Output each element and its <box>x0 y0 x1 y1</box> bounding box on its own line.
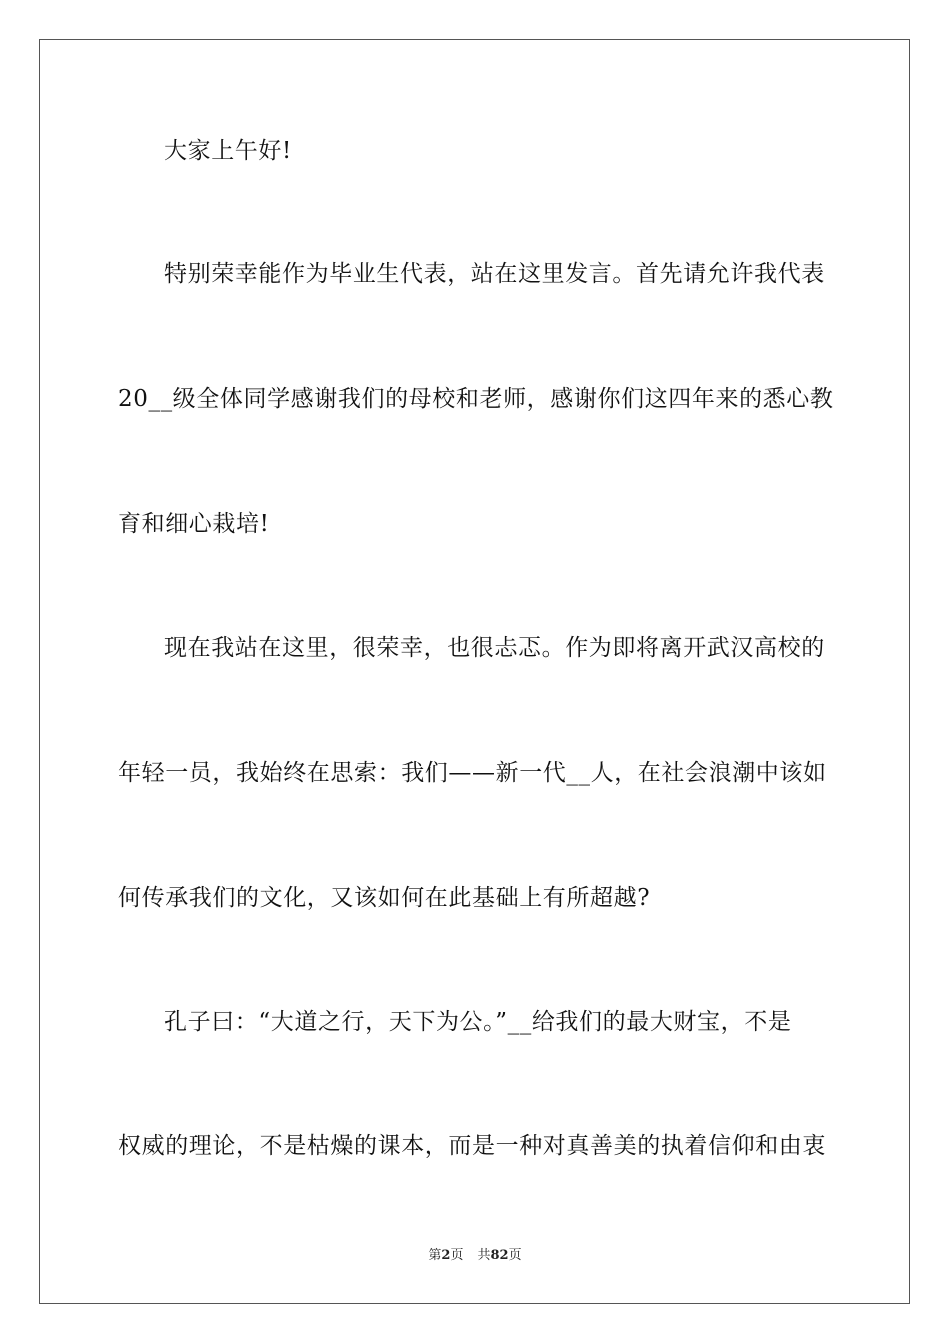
page-prefix: 第 <box>428 1248 442 1263</box>
paragraph-line: 权威的理论，不是枯燥的课本，而是一种对真善美的执着信仰和由衷 <box>118 1133 826 1159</box>
paragraph-line: 大家上午好! <box>164 138 292 164</box>
page-suffix: 页 <box>450 1248 464 1263</box>
paragraph-line: 孔子曰：“大道之行，天下为公。”__给我们的最大财宝，不是 <box>164 1009 792 1035</box>
total-pages: 82 <box>490 1248 509 1263</box>
paragraph-line: 育和细心栽培! <box>118 511 270 537</box>
paragraph-line: 20__级全体同学感谢我们的母校和老师，感谢你们这四年来的悉心教 <box>118 386 834 412</box>
total-prefix: 共 <box>477 1248 491 1263</box>
paragraph-line: 特别荣幸能作为毕业生代表，站在这里发言。首先请允许我代表 <box>164 261 825 287</box>
paragraph-line: 现在我站在这里，很荣幸，也很忐忑。作为即将离开武汉高校的 <box>164 635 825 661</box>
paragraph-line: 何传承我们的文化，又该如何在此基础上有所超越? <box>118 885 651 911</box>
total-suffix: 页 <box>508 1248 522 1263</box>
page-number: 2 <box>441 1248 451 1263</box>
page-border <box>39 39 910 1304</box>
page-footer <box>0 1246 950 1266</box>
paragraph-line: 年轻一员，我始终在思索：我们——新一代__人，在社会浪潮中该如 <box>118 760 827 786</box>
